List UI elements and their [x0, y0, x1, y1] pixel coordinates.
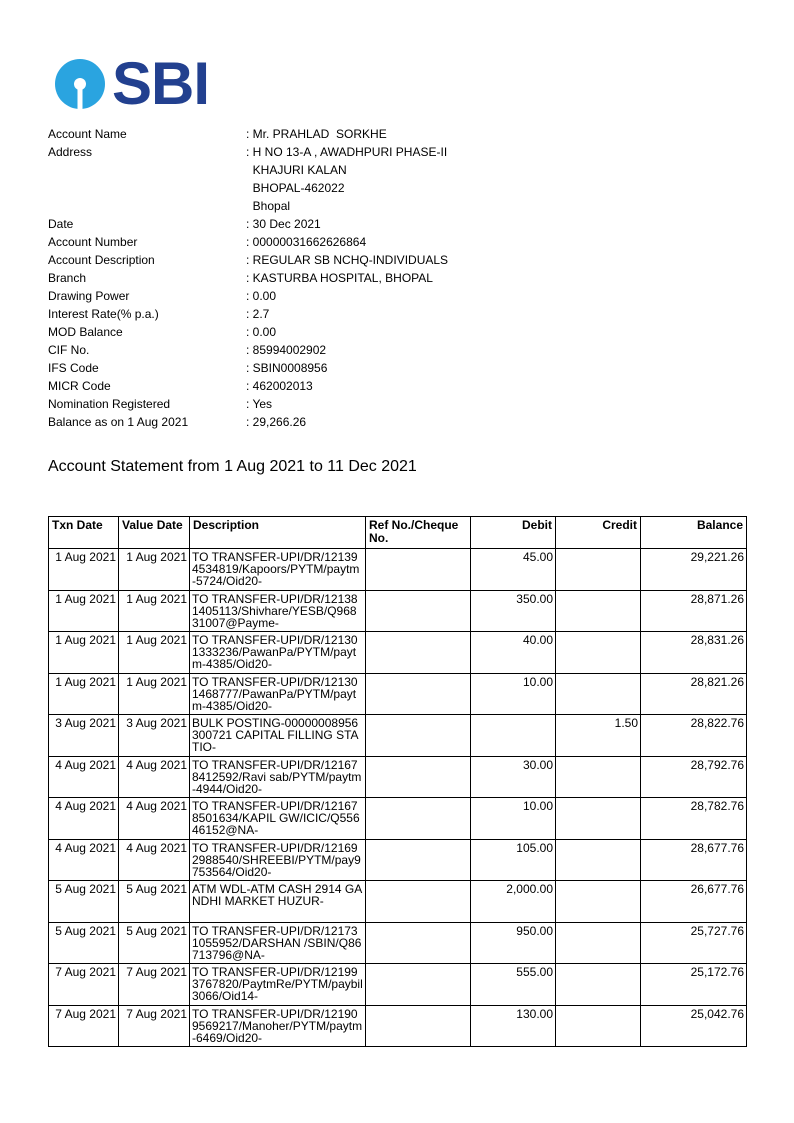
drawing-power-row [48, 287, 748, 305]
cell-ref-no [366, 756, 471, 798]
cell-balance: 28,792.76 [641, 756, 747, 798]
cell-debit: 40.00 [471, 632, 556, 674]
account-name-value: : Mr. PRAHLAD SORKHE [246, 127, 387, 141]
address-line: Bhopal [246, 199, 291, 213]
cell-debit: 10.00 [471, 673, 556, 715]
address-line: BHOPAL-462022 [246, 181, 345, 195]
cell-txn-date: 5 Aug 2021 [49, 922, 119, 964]
table-row [49, 1005, 747, 1047]
cell-credit [556, 881, 641, 923]
cell-description: ATM WDL-ATM CASH 2914 GANDHI MARKET HUZUR- [190, 881, 366, 923]
account-name-label: Account Name [48, 127, 127, 141]
cell-ref-no [366, 673, 471, 715]
micr-code-label: MICR Code [48, 379, 111, 393]
cell-ref-no [366, 715, 471, 757]
account-number-row [48, 233, 748, 251]
account-number-label: Account Number [48, 235, 138, 249]
mod-balance-label: MOD Balance [48, 325, 123, 339]
table-row [49, 632, 747, 674]
cell-value-date: 5 Aug 2021 [119, 922, 190, 964]
interest-rate-row [48, 305, 748, 323]
header-debit: Debit [471, 517, 556, 549]
date-value: : 30 Dec 2021 [246, 217, 321, 231]
table-row [49, 798, 747, 840]
cell-description: TO TRANSFER-UPI/DR/121301468777/PawanPa/PYTM/paytm-4385/Oid20- [190, 673, 366, 715]
opening-balance-value: : 29,266.26 [246, 415, 307, 429]
cell-value-date: 1 Aug 2021 [119, 673, 190, 715]
cell-debit: 10.00 [471, 798, 556, 840]
account-description-row [48, 251, 748, 269]
cell-value-date: 3 Aug 2021 [119, 715, 190, 757]
address-line-row [48, 179, 748, 197]
account-description-label: Account Description [48, 253, 155, 267]
cell-ref-no [366, 839, 471, 881]
mod-balance-value: : 0.00 [246, 325, 277, 339]
cell-ref-no [366, 922, 471, 964]
cell-balance: 28,871.26 [641, 590, 747, 632]
account-number-value: : 00000031662626864 [246, 235, 367, 249]
address-line-row [48, 197, 748, 215]
cell-description: TO TRANSFER-UPI/DR/121301333236/PawanPa/PYTM/paytm-4385/Oid20- [190, 632, 366, 674]
cell-value-date: 4 Aug 2021 [119, 798, 190, 840]
branch-value: : KASTURBA HOSPITAL, BHOPAL [246, 271, 433, 285]
cell-balance: 28,831.26 [641, 632, 747, 674]
ifs-code-label: IFS Code [48, 361, 99, 375]
cell-txn-date: 1 Aug 2021 [49, 673, 119, 715]
cell-debit: 950.00 [471, 922, 556, 964]
cell-txn-date: 4 Aug 2021 [49, 798, 119, 840]
cell-credit [556, 549, 641, 591]
cell-value-date: 1 Aug 2021 [119, 632, 190, 674]
cell-credit [556, 839, 641, 881]
cell-value-date: 4 Aug 2021 [119, 756, 190, 798]
cell-debit: 30.00 [471, 756, 556, 798]
address-value: : H NO 13-A , AWADHPURI PHASE-II [246, 145, 448, 159]
cell-ref-no [366, 590, 471, 632]
cell-credit [556, 922, 641, 964]
header-balance: Balance [641, 517, 747, 549]
cell-txn-date: 3 Aug 2021 [49, 715, 119, 757]
table-row [49, 922, 747, 964]
ifs-code-value: : SBIN0008956 [246, 361, 328, 375]
table-row [49, 839, 747, 881]
address-line: KHAJURI KALAN [246, 163, 347, 177]
address-line-row [48, 161, 748, 179]
cell-debit: 105.00 [471, 839, 556, 881]
interest-rate-label: Interest Rate(% p.a.) [48, 307, 159, 321]
cell-txn-date: 1 Aug 2021 [49, 549, 119, 591]
opening-balance-label: Balance as on 1 Aug 2021 [48, 415, 189, 429]
cell-txn-date: 5 Aug 2021 [49, 881, 119, 923]
cell-txn-date: 4 Aug 2021 [49, 839, 119, 881]
cell-balance: 28,822.76 [641, 715, 747, 757]
header-ref-no: Ref No./Cheque No. [366, 517, 471, 549]
cell-balance: 28,821.26 [641, 673, 747, 715]
table-row [49, 715, 747, 757]
cell-value-date: 5 Aug 2021 [119, 881, 190, 923]
cell-debit: 130.00 [471, 1005, 556, 1047]
cell-debit: 350.00 [471, 590, 556, 632]
branch-row [48, 269, 748, 287]
table-body [49, 549, 747, 1047]
table-row [49, 881, 747, 923]
statement-title: Account Statement from 1 Aug 2021 to 11 Dec 2021 [48, 458, 417, 475]
micr-code-row [48, 377, 748, 395]
sbi-logo [54, 50, 210, 117]
cell-credit [556, 632, 641, 674]
cif-value: : 85994002902 [246, 343, 327, 357]
table-row [49, 549, 747, 591]
cell-ref-no [366, 632, 471, 674]
nomination-value: : Yes [246, 397, 273, 411]
cell-balance: 26,677.76 [641, 881, 747, 923]
cell-description: TO TRANSFER-UPI/DR/121731055952/DARSHAN /SBIN/Q86713796@NA- [190, 922, 366, 964]
cell-balance: 29,221.26 [641, 549, 747, 591]
header-value-date: Value Date [119, 517, 190, 549]
cell-debit: 555.00 [471, 964, 556, 1006]
cell-ref-no [366, 798, 471, 840]
cell-description: TO TRANSFER-UPI/DR/121692988540/SHREEBI/PYTM/pay9753564/Oid20- [190, 839, 366, 881]
cell-txn-date: 4 Aug 2021 [49, 756, 119, 798]
opening-balance-row [48, 413, 748, 431]
cell-description: TO TRANSFER-UPI/DR/121993767820/PaytmRe/PYTM/paybil3066/Oid14- [190, 964, 366, 1006]
cell-credit [556, 1005, 641, 1047]
micr-code-value: : 462002013 [246, 379, 313, 393]
cell-credit: 1.50 [556, 715, 641, 757]
branch-label: Branch [48, 271, 87, 285]
cell-balance: 28,677.76 [641, 839, 747, 881]
account-description-value: : REGULAR SB NCHQ-INDIVIDUALS [246, 253, 449, 267]
transactions-table [48, 516, 747, 1047]
nomination-label: Nomination Registered [48, 397, 171, 411]
cell-ref-no [366, 1005, 471, 1047]
header-description: Description [190, 517, 366, 549]
sbi-keyhole-icon [54, 58, 106, 110]
account-info [48, 125, 748, 431]
cell-debit [471, 715, 556, 757]
date-label: Date [48, 217, 74, 231]
cell-description: TO TRANSFER-UPI/DR/121909569217/Manoher/PYTM/paytm-6469/Oid20- [190, 1005, 366, 1047]
cell-txn-date: 1 Aug 2021 [49, 632, 119, 674]
table-row [49, 590, 747, 632]
cell-balance: 28,782.76 [641, 798, 747, 840]
interest-rate-value: : 2.7 [246, 307, 270, 321]
cif-label: CIF No. [48, 343, 90, 357]
cell-credit [556, 964, 641, 1006]
cell-debit: 45.00 [471, 549, 556, 591]
ifs-code-row [48, 359, 748, 377]
cell-credit [556, 673, 641, 715]
cell-balance: 25,172.76 [641, 964, 747, 1006]
cif-row [48, 341, 748, 359]
table-header-row [49, 517, 747, 549]
drawing-power-label: Drawing Power [48, 289, 130, 303]
cell-description: TO TRANSFER-UPI/DR/121394534819/Kapoors/PYTM/paytm-5724/Oid20- [190, 549, 366, 591]
account-name-row [48, 125, 748, 143]
drawing-power-value: : 0.00 [246, 289, 277, 303]
nomination-row [48, 395, 748, 413]
cell-description: BULK POSTING-00000008956 300721 CAPITAL FILLING STATIO- [190, 715, 366, 757]
cell-description: TO TRANSFER-UPI/DR/121678412592/Ravi sab/PYTM/paytm-4944/Oid20- [190, 756, 366, 798]
date-row [48, 215, 748, 233]
cell-credit [556, 756, 641, 798]
cell-credit [556, 590, 641, 632]
cell-txn-date: 7 Aug 2021 [49, 1005, 119, 1047]
cell-txn-date: 1 Aug 2021 [49, 590, 119, 632]
cell-value-date: 4 Aug 2021 [119, 839, 190, 881]
cell-debit: 2,000.00 [471, 881, 556, 923]
cell-ref-no [366, 549, 471, 591]
cell-description: TO TRANSFER-UPI/DR/121678501634/KAPIL GW/ICIC/Q55646152@NA- [190, 798, 366, 840]
cell-txn-date: 7 Aug 2021 [49, 964, 119, 1006]
address-row [48, 143, 748, 161]
address-label: Address [48, 145, 93, 159]
table-row [49, 964, 747, 1006]
table-row [49, 673, 747, 715]
table-row [49, 756, 747, 798]
cell-value-date: 1 Aug 2021 [119, 549, 190, 591]
cell-value-date: 1 Aug 2021 [119, 590, 190, 632]
brand-name: SBI [112, 50, 210, 117]
mod-balance-row [48, 323, 748, 341]
header-credit: Credit [556, 517, 641, 549]
cell-balance: 25,727.76 [641, 922, 747, 964]
cell-ref-no [366, 881, 471, 923]
cell-value-date: 7 Aug 2021 [119, 964, 190, 1006]
cell-balance: 25,042.76 [641, 1005, 747, 1047]
cell-credit [556, 798, 641, 840]
cell-ref-no [366, 964, 471, 1006]
cell-description: TO TRANSFER-UPI/DR/121381405113/Shivhare/YESB/Q96831007@Payme- [190, 590, 366, 632]
header-txn-date: Txn Date [49, 517, 119, 549]
cell-value-date: 7 Aug 2021 [119, 1005, 190, 1047]
